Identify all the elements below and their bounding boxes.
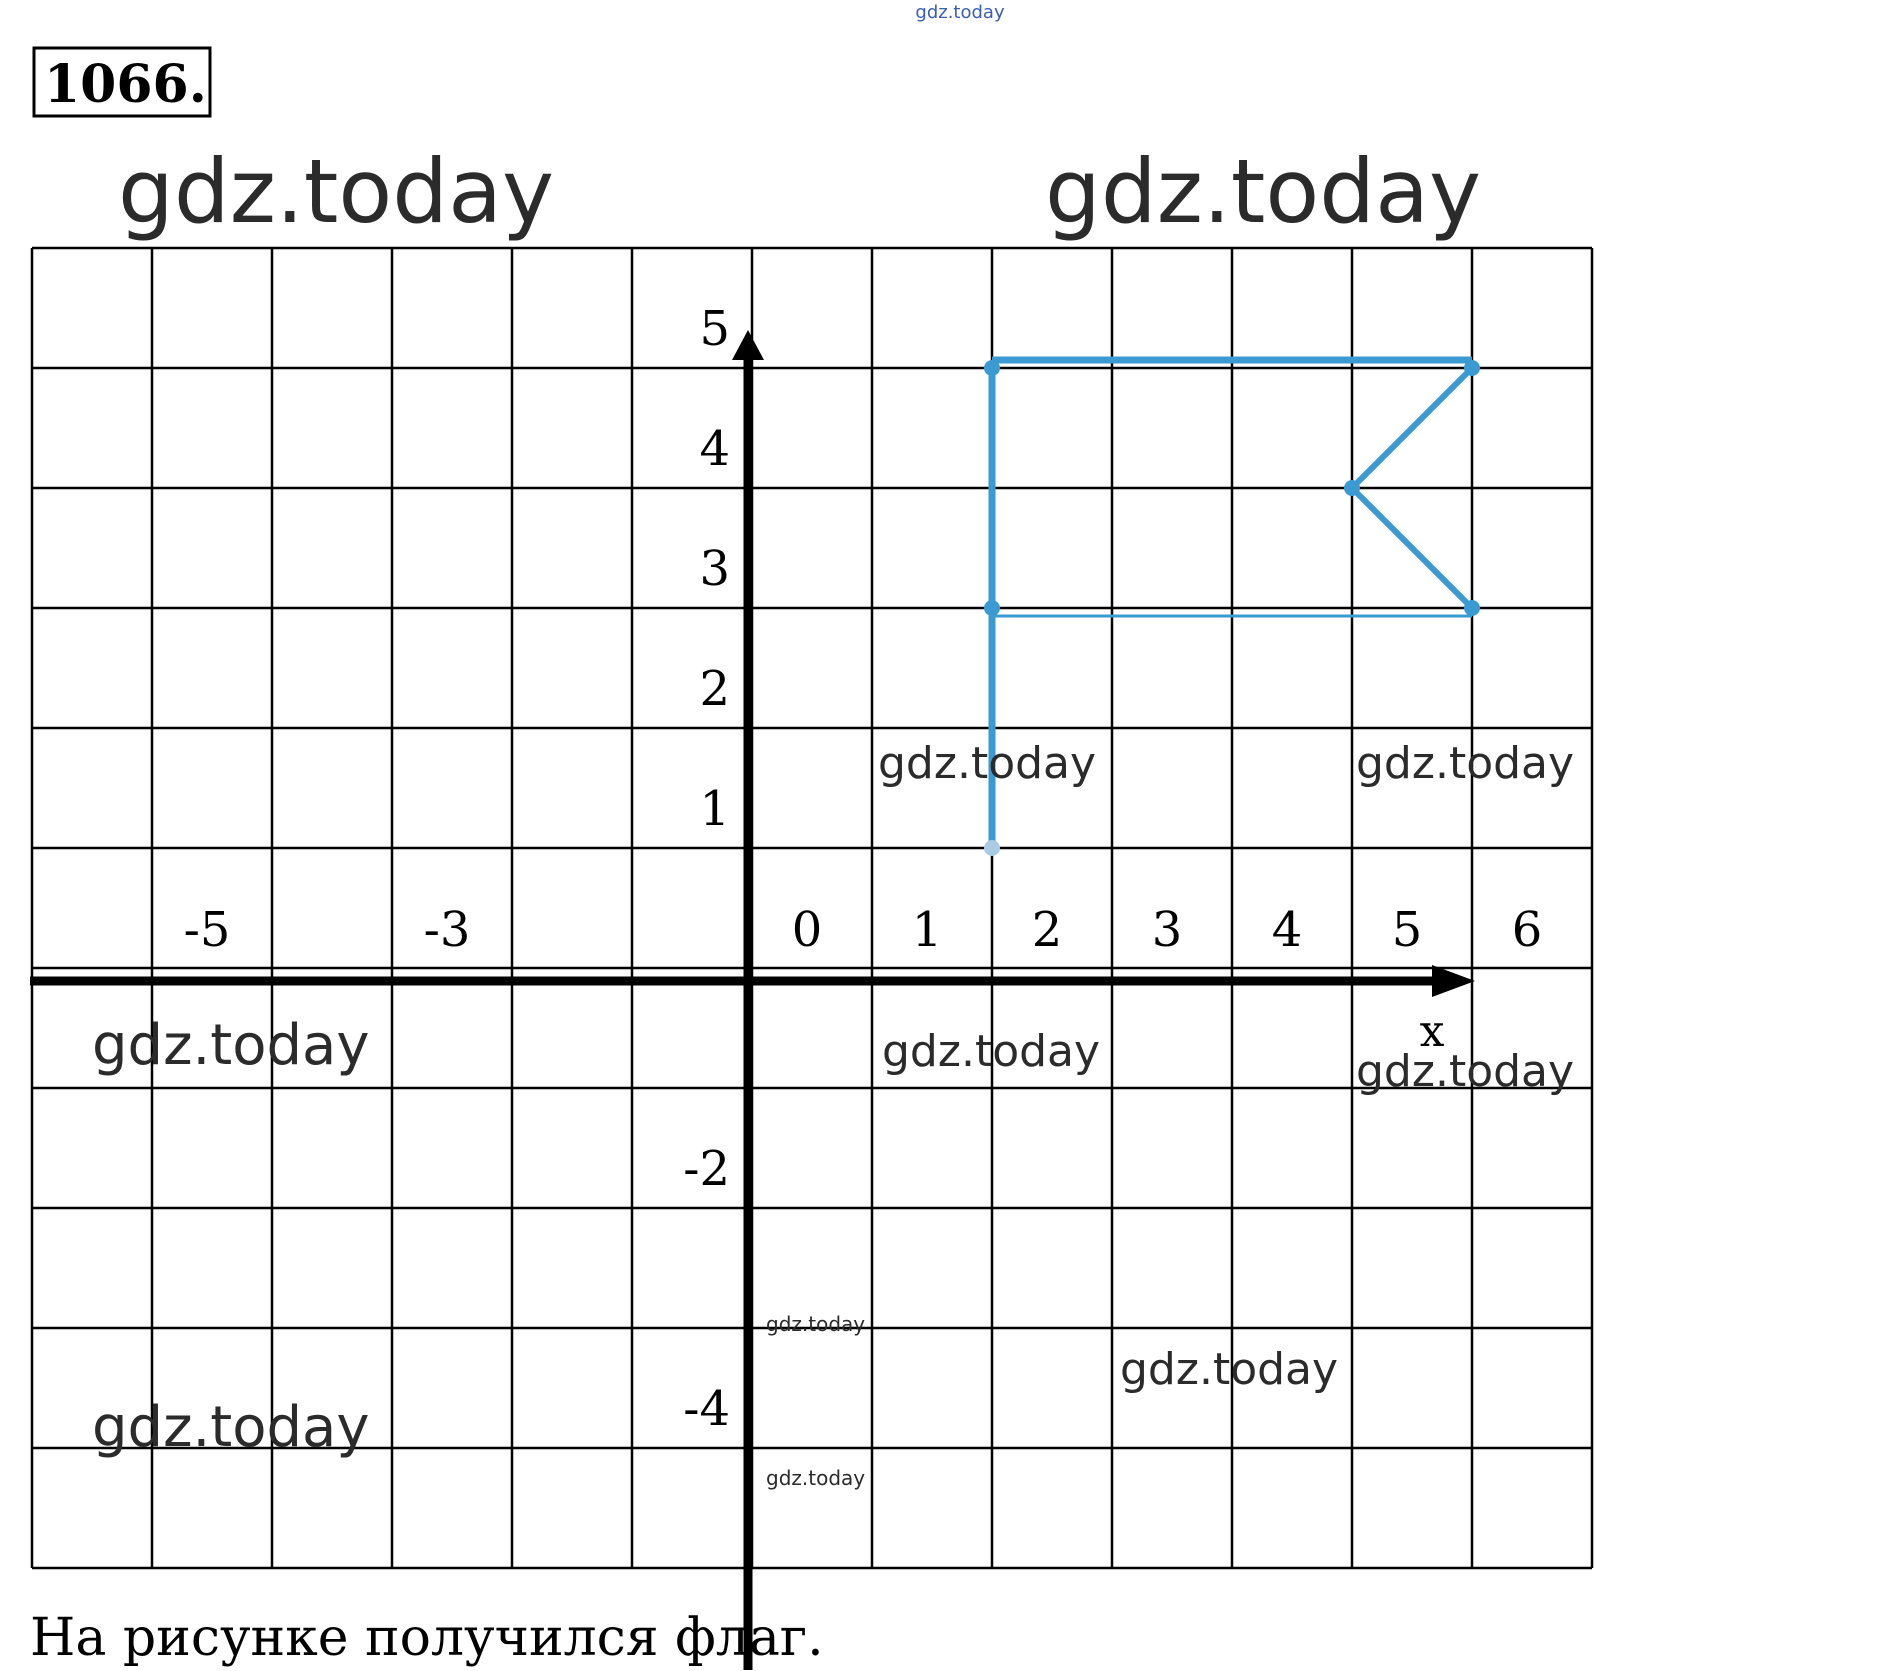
- watermark-mid-3: gdz.today: [92, 1013, 370, 1078]
- watermark-mid-1: gdz.today: [878, 738, 1097, 789]
- watermark-small-2: gdz.today: [766, 1466, 866, 1490]
- y-tick-labels: [683, 301, 730, 1437]
- flag-point-top-right: [1464, 360, 1480, 376]
- x-tick-labels: [184, 902, 1543, 958]
- x-tick-label: 1: [911, 902, 943, 958]
- watermark-large-right: gdz.today: [1045, 140, 1482, 243]
- x-axis-name: x: [1419, 1006, 1445, 1057]
- x-axis-arrow: [1432, 965, 1475, 997]
- watermark-large-left: gdz.today: [118, 140, 555, 243]
- x-tick-label: 0: [791, 902, 823, 958]
- watermark-small-1: gdz.today: [766, 1312, 866, 1336]
- x-tick-label: 2: [1031, 902, 1063, 958]
- watermark-mid-2: gdz.today: [1356, 738, 1575, 789]
- y-tick-label: 4: [699, 421, 730, 477]
- watermark-mid-5: gdz.today: [1356, 1046, 1575, 1097]
- flag-notch-upper-edge: [1352, 368, 1472, 488]
- flag-point-top-left: [984, 360, 1000, 376]
- x-tick-label: 4: [1271, 902, 1303, 958]
- x-tick-label: 5: [1391, 902, 1423, 958]
- flag-point-pole-bottom: [984, 840, 1000, 856]
- y-tick-label: 5: [699, 301, 730, 357]
- x-tick-label: 3: [1151, 902, 1183, 958]
- x-tick-label: -3: [423, 902, 471, 958]
- y-tick-label: 3: [699, 541, 730, 597]
- watermark-mid-4: gdz.today: [882, 1026, 1101, 1077]
- flag-point-bottom-left: [984, 600, 1000, 616]
- y-tick-label: -2: [683, 1141, 730, 1197]
- y-tick-label: 2: [699, 661, 730, 717]
- flag-notch-lower-edge: [1352, 488, 1472, 608]
- y-axis-arrow: [732, 330, 764, 360]
- flag-point-bottom-right: [1464, 600, 1480, 616]
- watermark-mid-7: gdz.today: [92, 1395, 370, 1460]
- y-tick-label: 1: [699, 781, 730, 837]
- x-tick-label: 6: [1511, 902, 1543, 958]
- watermark-top: gdz.today: [915, 2, 1005, 23]
- caption: На рисунке получился флаг.: [30, 1608, 824, 1668]
- axes: [30, 330, 1475, 1670]
- watermark-mid-6: gdz.today: [1120, 1344, 1339, 1395]
- flag-point-notch: [1344, 480, 1360, 496]
- y-tick-label: -4: [683, 1381, 730, 1437]
- x-tick-label: -5: [183, 902, 231, 958]
- problem-number: 1066.: [44, 54, 207, 115]
